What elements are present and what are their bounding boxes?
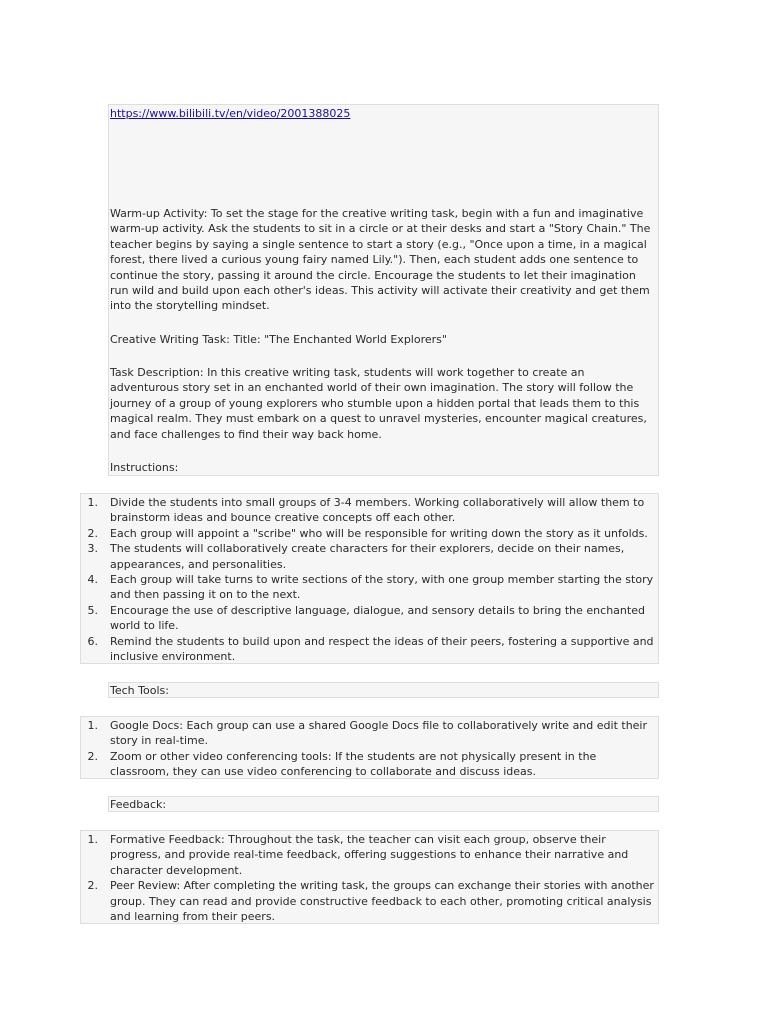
list-item [87,495,656,526]
list-number: 4. [87,573,98,587]
list-item-text: Each group will appoint a "scribe" who will be responsible for writing down the story as it unfolds. [110,526,648,540]
list-number: 1. [87,833,98,846]
list-number: 2. [87,526,98,540]
list-number: 6. [87,634,98,648]
list-item [87,832,656,878]
list-item-text: Remind the students to build upon and respect the ideas of their peers, fostering a supportive and inclusive environment. [110,634,654,664]
list-item [87,878,656,924]
instructions-list [87,495,656,664]
list-item [87,634,656,665]
list-item [87,572,656,603]
feedback-list [87,832,656,924]
list-item-text: Zoom or other video conferencing tools: If the students are not physically present in the classroom, they can use video conferencing to collaborate and discuss ideas. [110,749,597,779]
feedback-heading: Feedback: [110,798,167,811]
list-item-text: Encourage the use of descriptive language, dialogue, and sensory details to bring the enchanted world to life. [110,603,645,633]
list-number: 5. [87,603,98,617]
list-item [87,541,656,572]
list-item-text: Formative Feedback: Throughout the task, the teacher can visit each group, observe their progress, and provide real-time feedback, offering suggestions to enhance their narrative and character development. [110,833,629,877]
list-item-text: Each group will take turns to write sections of the story, with one group member starting the story and then passing it on to the next. [110,573,654,602]
list-item [87,718,656,749]
list-item [87,749,656,780]
list-number: 2. [87,749,98,763]
list-number: 2. [87,879,98,893]
video-link[interactable]: https://www.bilibili.tv/en/video/2001388025 [110,107,351,120]
list-item [87,603,656,634]
list-item-text: Divide the students into small groups of 3-4 members. Working collaboratively will allow them to brainstorm ideas and bounce creative concepts off each other. [110,496,645,525]
list-number: 1. [87,496,98,509]
list-item-text: The students will collaboratively create characters for their explorers, decide on their names, appearances, and personalities. [110,542,625,571]
tech-tools-heading: Tech Tools: [110,684,169,697]
list-item-text: Peer Review: After completing the writing task, the groups can exchange their stories with another group. They can read and provide constructive feedback to each other, promoting critical analysis and learning from their peers. [110,879,654,924]
instructions-heading: Instructions: [110,461,179,474]
task-description: Task Description: In this creative writing task, students will work together to create an adventurous story set in an enchanted world of their own imagination. The story will follow the journey of a group of young explorers who stumble upon a hidden portal that leads them to this magical realm. They must embark on a quest to unravel mysteries, encounter magical creatures, and face challenges to find their way back home. [110,366,647,441]
list-number: 3. [87,542,98,556]
list-item [87,526,656,541]
tech-tools-list [87,718,656,780]
task-title: Creative Writing Task: Title: "The Enchanted World Explorers" [110,333,447,346]
list-item-text: Google Docs: Each group can use a shared Google Docs file to collaboratively write and edit their story in real-time. [110,719,648,748]
warmup-paragraph: Warm-up Activity: To set the stage for the creative writing task, begin with a fun and imaginative warm-up activity. Ask the students to sit in a circle or at their desks and start a "Story Chain." The teacher begins by saying a single sentence to start a story (e.g., "Once upon a time, in a magical forest, there lived a curious young fairy named Lily."). Then, each student adds one sentence to continue the story, passing it around the circle. Encourage the students to let their imagination run wild and build upon each other's ideas. This activity will activate their creativity and get them into the storytelling mindset. [110,207,651,313]
list-number: 1. [87,719,98,732]
